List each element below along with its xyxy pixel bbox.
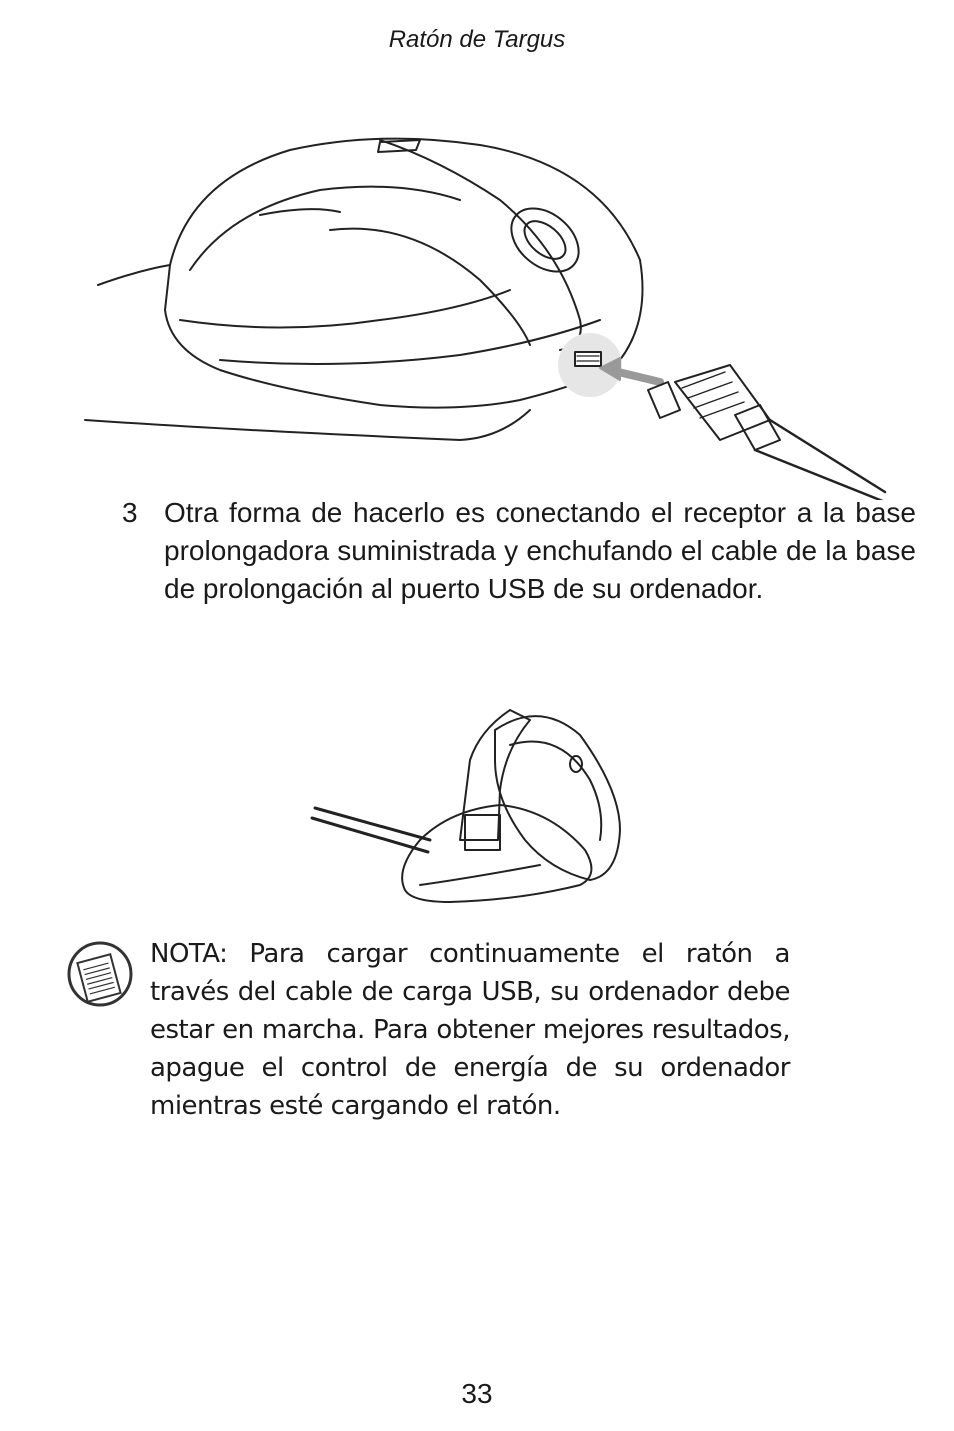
step-text: Otra forma de hacerlo es conectando el receptor a la base prolongadora suministrada y enchufando el cable de la base de prolongación al puerto USB de su ordenador. (164, 497, 916, 604)
page-header: Ratón de Targus (388, 26, 566, 53)
note-body: NOTA: Para cargar continuamente el ratón a través del cable de carga USB, su ordenador debe estar en marcha. Para obtener mejores resultados, apague el control de energía de su ordenador mientras esté cargando el ratón. (150, 939, 790, 1121)
charging-base-illustration (300, 690, 640, 920)
page-number: 33 (461, 1378, 493, 1409)
step-number: 3 (122, 497, 138, 528)
mouse-usb-illustration (80, 120, 900, 500)
notepad-icon (66, 940, 134, 1008)
note-text (150, 935, 790, 1125)
